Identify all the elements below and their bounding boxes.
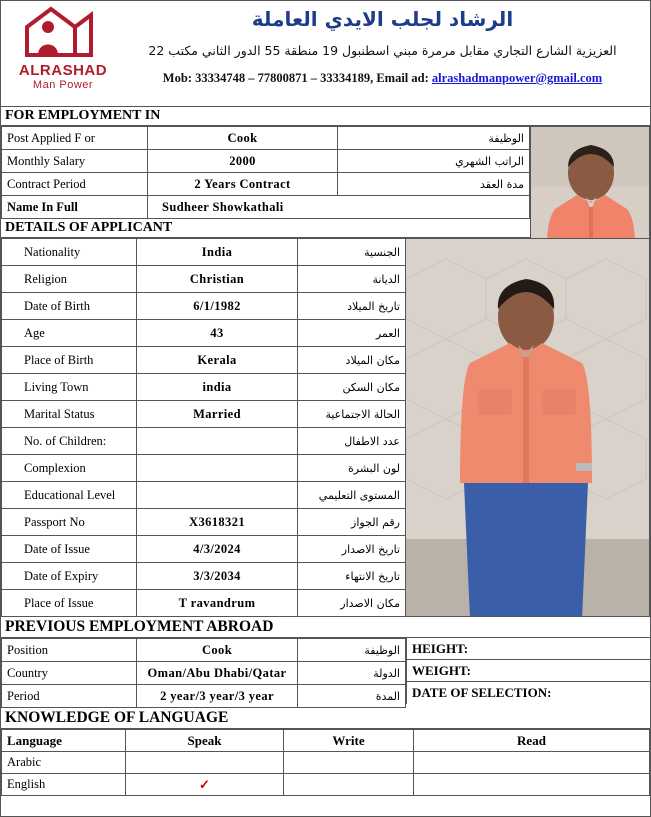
applicant-passport-photo bbox=[530, 126, 650, 244]
table-header-row bbox=[2, 730, 650, 752]
arabic-write-cell[interactable] bbox=[284, 752, 414, 774]
table-row bbox=[2, 293, 406, 320]
complexion-label-arabic: لون البشرة bbox=[297, 455, 405, 482]
passport-no-label: Passport No bbox=[2, 509, 137, 536]
living-town-value: india bbox=[137, 374, 297, 401]
salary-value: 2000 bbox=[148, 150, 338, 173]
arabic-speak-cell[interactable] bbox=[126, 752, 284, 774]
marital-status-label: Marital Status bbox=[2, 401, 137, 428]
age-value: 43 bbox=[137, 320, 297, 347]
age-label-arabic: العمر bbox=[297, 320, 405, 347]
salary-label-arabic: الراتب الشهري bbox=[338, 150, 530, 173]
previous-employment-table bbox=[1, 638, 406, 708]
table-row bbox=[2, 347, 406, 374]
salary-label: Monthly Salary bbox=[2, 150, 148, 173]
religion-label: Religion bbox=[2, 266, 137, 293]
issue-place-label: Place of Issue bbox=[2, 590, 137, 617]
position-value: Cook bbox=[137, 639, 297, 662]
place-of-birth-value: Kerala bbox=[137, 347, 297, 374]
contact-line bbox=[121, 71, 644, 86]
table-row bbox=[2, 752, 650, 774]
passport-no-label-arabic: رقم الجواز bbox=[297, 509, 405, 536]
nationality-value: India bbox=[137, 239, 297, 266]
issue-date-value: 4/3/2024 bbox=[137, 536, 297, 563]
children-label-arabic: عدد الاطفال bbox=[297, 428, 405, 455]
education-value bbox=[137, 482, 297, 509]
living-town-label: Living Town bbox=[2, 374, 137, 401]
fullname-label: Name In Full bbox=[2, 196, 148, 219]
employment-block bbox=[1, 126, 650, 219]
post-value: Cook bbox=[148, 127, 338, 150]
dob-label: Date of Birth bbox=[2, 293, 137, 320]
weight-label: WEIGHT: bbox=[406, 660, 650, 682]
complexion-label: Complexion bbox=[2, 455, 137, 482]
arabic-read-cell[interactable] bbox=[414, 752, 650, 774]
table-row bbox=[2, 685, 406, 708]
period-label-arabic: المدة bbox=[297, 685, 405, 708]
post-label-arabic: الوظيفة bbox=[338, 127, 530, 150]
education-label: Educational Level bbox=[2, 482, 137, 509]
table-row bbox=[2, 563, 406, 590]
height-label: HEIGHT: bbox=[406, 638, 650, 660]
english-speak-checkmark[interactable]: ✓ bbox=[126, 774, 284, 796]
religion-label-arabic: الديانة bbox=[297, 266, 405, 293]
contract-label-arabic: مدة العقد bbox=[338, 173, 530, 196]
position-label-arabic: الوظيفة bbox=[297, 639, 405, 662]
complexion-value bbox=[137, 455, 297, 482]
table-row bbox=[2, 150, 530, 173]
expiry-date-label: Date of Expiry bbox=[2, 563, 137, 590]
house-person-logo-icon bbox=[21, 5, 105, 61]
nationality-label-arabic: الجنسية bbox=[297, 239, 405, 266]
speak-header: Speak bbox=[126, 730, 284, 752]
nationality-label: Nationality bbox=[2, 239, 137, 266]
logo-name: ALRASHAD bbox=[18, 62, 108, 79]
age-label: Age bbox=[2, 320, 137, 347]
marital-status-label-arabic: الحالة الاجتماعية bbox=[297, 401, 405, 428]
period-value: 2 year/3 year/3 year bbox=[137, 685, 297, 708]
country-label: Country bbox=[2, 662, 137, 685]
contract-value: 2 Years Contract bbox=[148, 173, 338, 196]
contract-label: Contract Period bbox=[2, 173, 148, 196]
country-label-arabic: الدولة bbox=[297, 662, 405, 685]
table-row bbox=[2, 320, 406, 347]
contact-phones: Mob: 33334748 – 77800871 – 33334189, Email ad: bbox=[162, 71, 432, 85]
table-row bbox=[2, 239, 406, 266]
children-value bbox=[137, 428, 297, 455]
measurements-block bbox=[406, 638, 650, 708]
children-label: No. of Children: bbox=[2, 428, 137, 455]
document-header bbox=[1, 1, 650, 107]
write-header: Write bbox=[284, 730, 414, 752]
section-employment-title: FOR EMPLOYMENT IN bbox=[1, 107, 650, 126]
table-row bbox=[2, 374, 406, 401]
issue-date-label: Date of Issue bbox=[2, 536, 137, 563]
table-row bbox=[2, 127, 530, 150]
table-row bbox=[2, 509, 406, 536]
expiry-date-label-arabic: تاريخ الانتهاء bbox=[297, 563, 405, 590]
language-table bbox=[1, 729, 650, 796]
issue-place-label-arabic: مكان الاصدار bbox=[297, 590, 405, 617]
religion-value: Christian bbox=[137, 266, 297, 293]
fullname-value: Sudheer Showkathali bbox=[148, 196, 530, 219]
arabic-company-title: الرشاد لجلب الايدي العاملة bbox=[251, 7, 514, 31]
table-row bbox=[2, 662, 406, 685]
section-details-title: DETAILS OF APPLICANT bbox=[1, 219, 650, 238]
section-language-title: KNOWLEDGE OF LANGUAGE bbox=[1, 708, 650, 729]
date-of-selection-label: DATE OF SELECTION: bbox=[406, 682, 650, 704]
arabic-address: العزيزية الشارع التجاري مقابل مرمرة مبني اسطنبول 19 منطقة 55 الدور الثاني مكتب 22 bbox=[148, 43, 617, 58]
issue-place-value: T ravandrum bbox=[137, 590, 297, 617]
table-row bbox=[2, 455, 406, 482]
place-of-birth-label-arabic: مكان الميلاد bbox=[297, 347, 405, 374]
section-previous-title: PREVIOUS EMPLOYMENT ABROAD bbox=[1, 617, 650, 638]
table-row bbox=[2, 639, 406, 662]
table-row bbox=[2, 173, 530, 196]
logo-subtitle: Man Power bbox=[32, 79, 94, 91]
language-name-arabic: Arabic bbox=[2, 752, 126, 774]
position-label: Position bbox=[2, 639, 137, 662]
place-of-birth-label: Place of Birth bbox=[2, 347, 137, 374]
table-row bbox=[2, 401, 406, 428]
language-name-english: English bbox=[2, 774, 126, 796]
table-row bbox=[2, 196, 530, 219]
language-header: Language bbox=[2, 730, 126, 752]
period-label: Period bbox=[2, 685, 137, 708]
table-row bbox=[2, 428, 406, 455]
employment-table bbox=[1, 126, 530, 219]
email-link[interactable]: alrashadmanpower@gmail.com bbox=[431, 71, 603, 85]
table-row bbox=[2, 590, 406, 617]
table-row bbox=[2, 536, 406, 563]
english-read-cell[interactable] bbox=[414, 774, 650, 796]
company-logo bbox=[7, 5, 119, 97]
details-block bbox=[1, 238, 650, 617]
applicant-full-photo bbox=[406, 238, 650, 617]
details-table bbox=[1, 238, 406, 617]
read-header: Read bbox=[414, 730, 650, 752]
table-row bbox=[2, 266, 406, 293]
country-value: Oman/Abu Dhabi/Qatar bbox=[137, 662, 297, 685]
marital-status-value: Married bbox=[137, 401, 297, 428]
issue-date-label-arabic: تاريخ الاصدار bbox=[297, 536, 405, 563]
dob-label-arabic: تاريخ الميلاد bbox=[297, 293, 405, 320]
table-row bbox=[2, 774, 650, 796]
expiry-date-value: 3/3/2034 bbox=[137, 563, 297, 590]
living-town-label-arabic: مكان السكن bbox=[297, 374, 405, 401]
post-label: Post Applied F or bbox=[2, 127, 148, 150]
previous-employment-block bbox=[1, 638, 650, 708]
education-label-arabic: المستوى التعليمي bbox=[297, 482, 405, 509]
table-row bbox=[2, 482, 406, 509]
dob-value: 6/1/1982 bbox=[137, 293, 297, 320]
passport-no-value: X3618321 bbox=[137, 509, 297, 536]
english-write-cell[interactable] bbox=[284, 774, 414, 796]
